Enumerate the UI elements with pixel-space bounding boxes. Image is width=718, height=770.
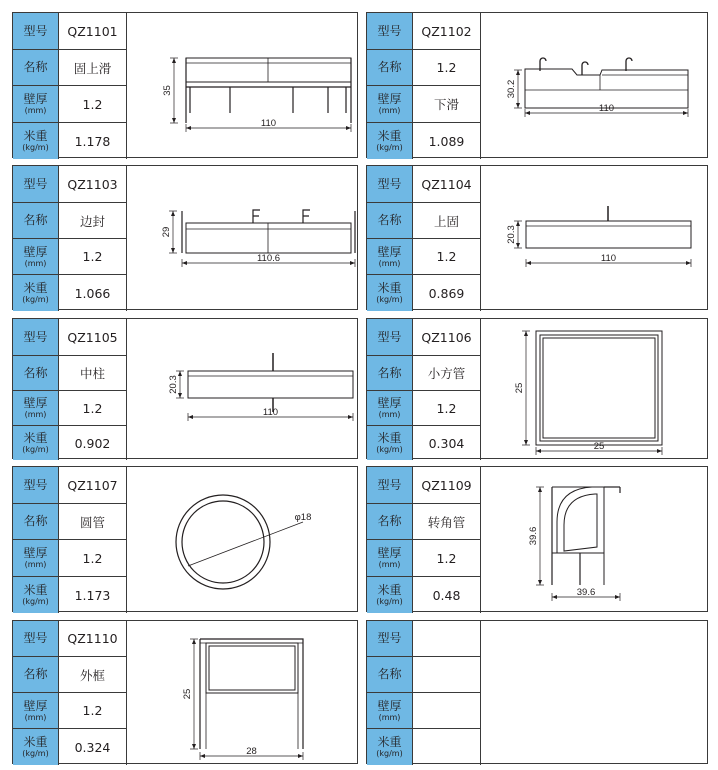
row-value-wall: 1.2 (59, 540, 127, 577)
row-value-model: QZ1110 (59, 621, 127, 657)
row-label-text: 名称 (23, 365, 48, 380)
row-label-text: 壁厚 (23, 396, 48, 410)
row-label-unit: (kg/m) (22, 597, 49, 606)
row-label (367, 504, 413, 540)
row-label-text: 名称 (23, 514, 48, 528)
row-value-weight: 1.066 (59, 275, 127, 311)
row-label-text: 米重 (377, 583, 402, 597)
row-value-wall: 1.2 (59, 86, 127, 123)
row-value-weight: 0.304 (413, 426, 481, 460)
row-label-unit: (kg/m) (22, 295, 49, 304)
row-label-text: 壁厚 (23, 92, 48, 106)
row-label-text: 壁厚 (23, 244, 48, 259)
row-value-model: QZ1105 (59, 319, 127, 356)
row-value-model (413, 621, 481, 657)
row-value-wall: 1.2 (59, 693, 127, 729)
row-label (13, 123, 59, 159)
row-label-unit: (mm) (24, 560, 47, 569)
height-dimension-label: 35 (162, 85, 173, 96)
row-label (13, 13, 59, 50)
height-dimension-label: 29 (161, 226, 172, 238)
row-label-unit: (mm) (378, 560, 401, 569)
row-label (367, 166, 413, 203)
row-label (367, 621, 413, 657)
row-label-text: 米重 (23, 281, 48, 295)
row-value-wall: 1.2 (59, 391, 127, 426)
profile-drawing (482, 621, 707, 763)
row-label-text: 名称 (377, 514, 402, 528)
row-label (367, 540, 413, 577)
row-label-text: 型号 (23, 477, 48, 492)
height-dimension-label: 25 (514, 382, 525, 394)
width-dimension-label: 28 (246, 746, 257, 757)
profile-drawing (482, 13, 707, 157)
row-label (13, 203, 59, 239)
row-value-weight: 1.178 (59, 123, 127, 159)
row-label (13, 621, 59, 657)
row-label-unit: (mm) (24, 106, 47, 115)
width-dimension-label: 110 (262, 407, 279, 418)
row-label (367, 13, 413, 50)
row-label-unit: (kg/m) (376, 143, 403, 152)
row-label-text: 名称 (377, 667, 402, 681)
profile-drawing (482, 319, 707, 458)
row-label-unit: (kg/m) (376, 295, 403, 304)
row-value-name: 上固 (413, 203, 481, 239)
row-label-text: 名称 (23, 667, 48, 681)
row-label (13, 729, 59, 765)
profile-drawing (482, 467, 707, 611)
row-value-name: 圆管 (59, 504, 127, 540)
row-label (367, 693, 413, 729)
row-label-text: 壁厚 (377, 546, 402, 560)
row-value-wall: 1.2 (413, 391, 481, 426)
row-label-text: 米重 (377, 431, 402, 445)
profile-drawing (128, 621, 357, 763)
row-label (13, 657, 59, 693)
row-label (367, 319, 413, 356)
row-label (367, 50, 413, 86)
width-dimension-label: 110 (598, 103, 615, 114)
row-label (13, 504, 59, 540)
row-label-text: 名称 (377, 365, 402, 380)
row-value-name (413, 657, 481, 693)
row-label (13, 693, 59, 729)
profile-drawing (128, 13, 357, 157)
row-label-unit: (mm) (24, 258, 47, 268)
row-label (367, 356, 413, 391)
profile-card (366, 318, 708, 459)
width-dimension-label: 110.6 (256, 253, 281, 264)
row-label-text: 米重 (377, 129, 402, 143)
row-value-model: QZ1102 (413, 13, 481, 50)
row-label (13, 239, 59, 275)
row-label (13, 50, 59, 86)
row-label (367, 467, 413, 504)
row-label-text: 型号 (377, 23, 402, 38)
profile-drawing (482, 166, 707, 309)
row-label-unit: (mm) (378, 410, 401, 419)
row-label-unit: (mm) (378, 106, 401, 115)
row-label (13, 391, 59, 426)
row-label (367, 426, 413, 460)
profile-card (12, 620, 358, 764)
row-value-name: 1.2 (413, 50, 481, 86)
row-value-weight: 0.869 (413, 275, 481, 311)
row-label-text: 米重 (377, 281, 402, 295)
row-value-weight: 0.48 (413, 577, 481, 613)
row-value-name: 中柱 (59, 356, 127, 391)
row-label (13, 426, 59, 460)
row-label-text: 型号 (377, 631, 402, 645)
row-value-weight: 0.902 (59, 426, 127, 460)
row-label-unit: (kg/m) (376, 445, 403, 454)
row-label-unit: (kg/m) (22, 749, 49, 758)
row-label (367, 239, 413, 275)
row-value-model: QZ1107 (59, 467, 127, 504)
row-label-text: 米重 (23, 735, 48, 749)
row-value-model: QZ1101 (59, 13, 127, 50)
row-label (367, 729, 413, 765)
row-label-text: 型号 (23, 176, 48, 191)
row-label (367, 275, 413, 311)
row-label (13, 166, 59, 203)
row-label (367, 123, 413, 159)
row-label-text: 壁厚 (377, 396, 402, 410)
row-label-text: 型号 (377, 176, 402, 191)
width-dimension-label: 25 (593, 441, 605, 452)
row-value-weight: 0.324 (59, 729, 127, 765)
row-label-text: 名称 (23, 213, 48, 227)
profile-card (366, 12, 708, 158)
row-value-model: QZ1104 (413, 166, 481, 203)
row-label-text: 壁厚 (377, 92, 402, 106)
profile-card (12, 165, 358, 310)
row-label-text: 型号 (23, 23, 48, 38)
row-label-unit: (mm) (378, 258, 401, 268)
row-value-weight: 1.173 (59, 577, 127, 613)
row-label-text: 壁厚 (23, 546, 48, 560)
row-label (13, 577, 59, 613)
row-label-text: 壁厚 (23, 698, 48, 713)
row-label-unit: (kg/m) (22, 445, 49, 454)
row-label (13, 86, 59, 123)
row-label-unit: (kg/m) (22, 143, 49, 152)
profile-drawing (128, 319, 357, 458)
row-label (367, 577, 413, 613)
row-label-text: 米重 (377, 735, 402, 749)
row-label (367, 657, 413, 693)
profile-card (366, 620, 708, 764)
row-label-text: 名称 (377, 213, 402, 227)
row-label (13, 319, 59, 356)
width-dimension-label: 110 (260, 118, 277, 129)
row-label-unit: (mm) (24, 712, 47, 722)
height-dimension-label: 39.6 (528, 526, 539, 546)
row-label-unit: (kg/m) (376, 749, 403, 758)
width-dimension-label: 39.6 (576, 587, 596, 598)
row-label-text: 米重 (23, 583, 48, 597)
row-value-weight (413, 729, 481, 765)
width-dimension-label: 110 (600, 253, 617, 264)
row-label-text: 米重 (23, 431, 48, 445)
row-value-wall (413, 693, 481, 729)
row-label (13, 540, 59, 577)
row-label-text: 型号 (377, 329, 402, 344)
profile-card (12, 318, 358, 459)
row-label (367, 203, 413, 239)
profile-card (366, 466, 708, 612)
row-label-text: 名称 (23, 60, 48, 74)
row-value-wall: 1.2 (413, 239, 481, 275)
row-value-name: 边封 (59, 203, 127, 239)
row-value-name: 转角管 (413, 504, 481, 540)
height-dimension-label: 20.3 (506, 225, 517, 244)
row-label-text: 壁厚 (377, 244, 402, 259)
row-value-name: 小方管 (413, 356, 481, 391)
row-value-model: QZ1103 (59, 166, 127, 203)
row-value-weight: 1.089 (413, 123, 481, 159)
row-label-unit: (mm) (378, 712, 401, 722)
row-label-text: 型号 (23, 329, 48, 344)
row-value-model: QZ1109 (413, 467, 481, 504)
row-label (367, 86, 413, 123)
profile-drawing (128, 467, 357, 611)
row-label (367, 391, 413, 426)
row-label-unit: (mm) (24, 410, 47, 419)
profile-card (12, 12, 358, 158)
diameter-dimension-label: φ18 (294, 512, 312, 523)
row-value-model: QZ1106 (413, 319, 481, 356)
row-label-text: 名称 (377, 60, 402, 74)
row-value-wall: 1.2 (59, 239, 127, 275)
row-label (13, 356, 59, 391)
row-label-text: 米重 (23, 129, 48, 143)
height-dimension-label: 20.3 (168, 375, 179, 394)
row-value-wall: 下滑 (413, 86, 481, 123)
row-label-text: 壁厚 (377, 698, 402, 713)
row-label-text: 型号 (377, 477, 402, 492)
row-label (13, 467, 59, 504)
profile-drawing (128, 166, 357, 309)
row-value-name: 固上滑 (59, 50, 127, 86)
height-dimension-label: 30.2 (506, 79, 517, 99)
row-value-wall: 1.2 (413, 540, 481, 577)
profile-card (12, 466, 358, 612)
row-label-unit: (kg/m) (376, 597, 403, 606)
height-dimension-label: 25 (182, 688, 193, 700)
row-value-name: 外框 (59, 657, 127, 693)
row-label-text: 型号 (23, 631, 48, 645)
row-label (13, 275, 59, 311)
profile-card (366, 165, 708, 310)
